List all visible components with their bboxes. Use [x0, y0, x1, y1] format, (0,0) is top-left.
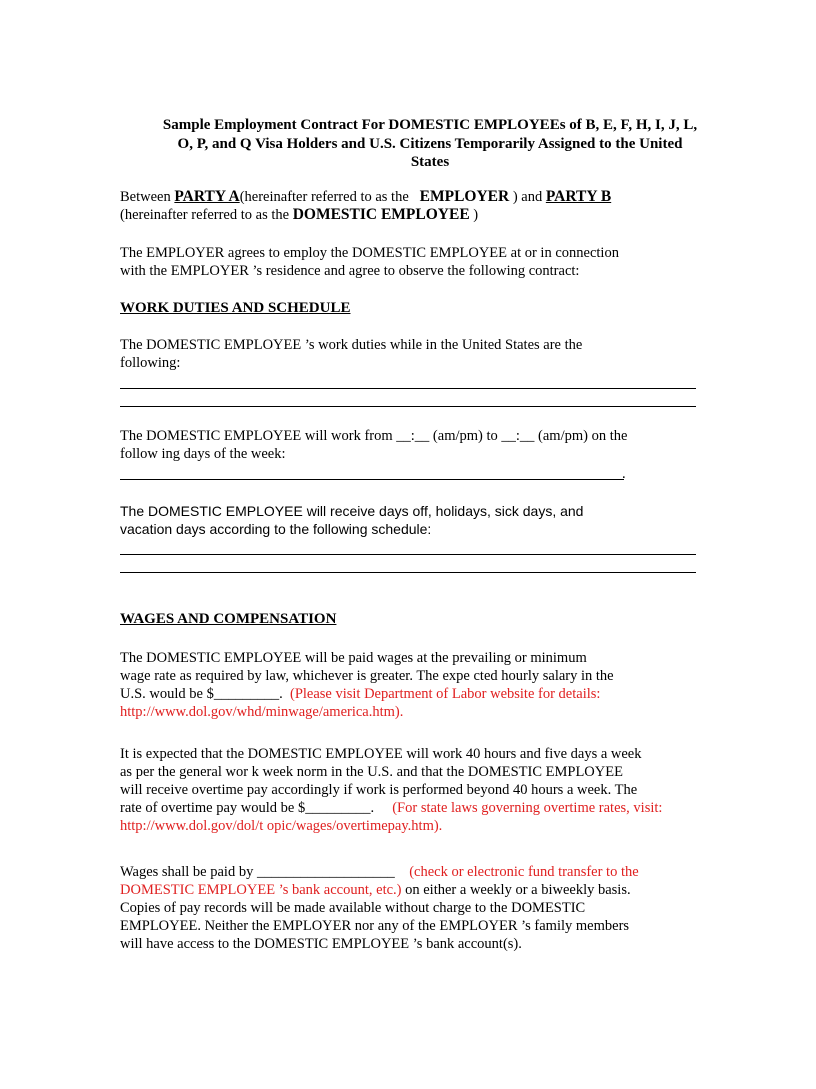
wages-p1-line-3 [120, 685, 600, 703]
wages-p2-line-2: as per the general wor k week norm in the U.S. and that the DOMESTIC EMPLOYEE [120, 764, 623, 780]
salary-blank: U.S. would be $_________. [120, 686, 283, 702]
dol-minwage-url: http://www.dol.gov/whd/minwage/america.htm). [120, 704, 404, 720]
wages-p2-line-4 [120, 799, 662, 817]
days-off-blank-line-2 [120, 572, 696, 573]
work-duties-heading: WORK DUTIES AND SCHEDULE [120, 300, 351, 316]
ref-text-2: (hereinafter referred to as the [120, 207, 290, 223]
pay-frequency-text: on either a weekly or a biweekly basis. [405, 882, 631, 898]
close-paren: ) [473, 207, 479, 223]
duties-blank-line-1 [120, 388, 696, 389]
wages-p3-line-3: Copies of pay records will be made available without charge to the DOMESTIC [120, 900, 586, 916]
title-line-2: O, P, and Q Visa Holders and U.S. Citizens Temporarily Assigned to the United [177, 135, 683, 152]
dol-note: (Please visit Department of Labor website for details: [289, 686, 601, 702]
wages-p2-line-3: will receive overtime pay accordingly if work is performed beyond 40 hours a week. The [120, 782, 638, 798]
payment-method-note: (check or electronic fund transfer to the [409, 864, 639, 880]
title-line-3: States [410, 154, 450, 170]
days-blank-line [120, 479, 624, 480]
intro-line-1: The EMPLOYER agrees to employ the DOMESTIC EMPLOYEE at or in connection [120, 245, 619, 261]
bank-account-note: DOMESTIC EMPLOYEE ’s bank account, etc.) [120, 882, 402, 898]
duties-line-1: The DOMESTIC EMPLOYEE ’s work duties while in the United States are the [120, 337, 583, 353]
overtime-note: (For state laws governing overtime rates, visit: [392, 800, 663, 816]
wages-heading: WAGES AND COMPENSATION [120, 611, 337, 627]
days-line-period: . [622, 466, 626, 482]
parties-line-1 [120, 188, 611, 206]
wages-p3-line-4: EMPLOYEE. Neither the EMPLOYER nor any of the EMPLOYER ’s family members [120, 918, 630, 934]
wages-p1-line-2: wage rate as required by law, whichever is greater. The expe cted hourly salary in the [120, 668, 614, 684]
days-off-blank-line-1 [120, 554, 696, 555]
wages-p3-line-2 [120, 881, 631, 899]
ref-text-1: (hereinafter referred to as the [239, 189, 409, 205]
overtime-blank: rate of overtime pay would be $_________. [120, 800, 375, 816]
wages-p3-line-1 [120, 863, 639, 881]
employer-label: EMPLOYER [419, 188, 510, 205]
days-off-line-1: The DOMESTIC EMPLOYEE will receive days off, holidays, sick days, and [120, 503, 584, 519]
title-line-1: Sample Employment Contract For DOMESTIC EMPLOYEEs of B, E, F, H, I, J, L, [162, 117, 698, 133]
wages-p2-line-1: It is expected that the DOMESTIC EMPLOYEE will work 40 hours and five days a week [120, 746, 642, 762]
party-a: PARTY A [174, 188, 240, 205]
parties-line-2 [120, 206, 478, 224]
hours-line-2: follow ing days of the week: [120, 446, 286, 462]
wages-p3-line-5: will have access to the DOMESTIC EMPLOYEE ’s bank account(s). [120, 936, 522, 952]
hours-line-1: The DOMESTIC EMPLOYEE will work from __:__ (am/pm) to __:__ (am/pm) on the [120, 428, 628, 444]
between-text: Between [120, 189, 171, 205]
days-off-line-2: vacation days according to the following schedule: [120, 521, 432, 537]
employee-label: DOMESTIC EMPLOYEE [292, 206, 470, 223]
intro-line-2: with the EMPLOYER ’s residence and agree to observe the following contract: [120, 263, 580, 279]
dol-overtime-url: http://www.dol.gov/dol/t opic/wages/overtimepay.htm). [120, 818, 443, 834]
document-title [100, 116, 760, 172]
payment-method-blank: Wages shall be paid by ___________________ [120, 864, 395, 880]
wages-p1-line-1: The DOMESTIC EMPLOYEE will be paid wages at the prevailing or minimum [120, 650, 587, 666]
duties-line-2: following: [120, 355, 181, 371]
and-text: ) and [512, 189, 543, 205]
party-b: PARTY B [545, 188, 612, 205]
duties-blank-line-2 [120, 406, 696, 407]
